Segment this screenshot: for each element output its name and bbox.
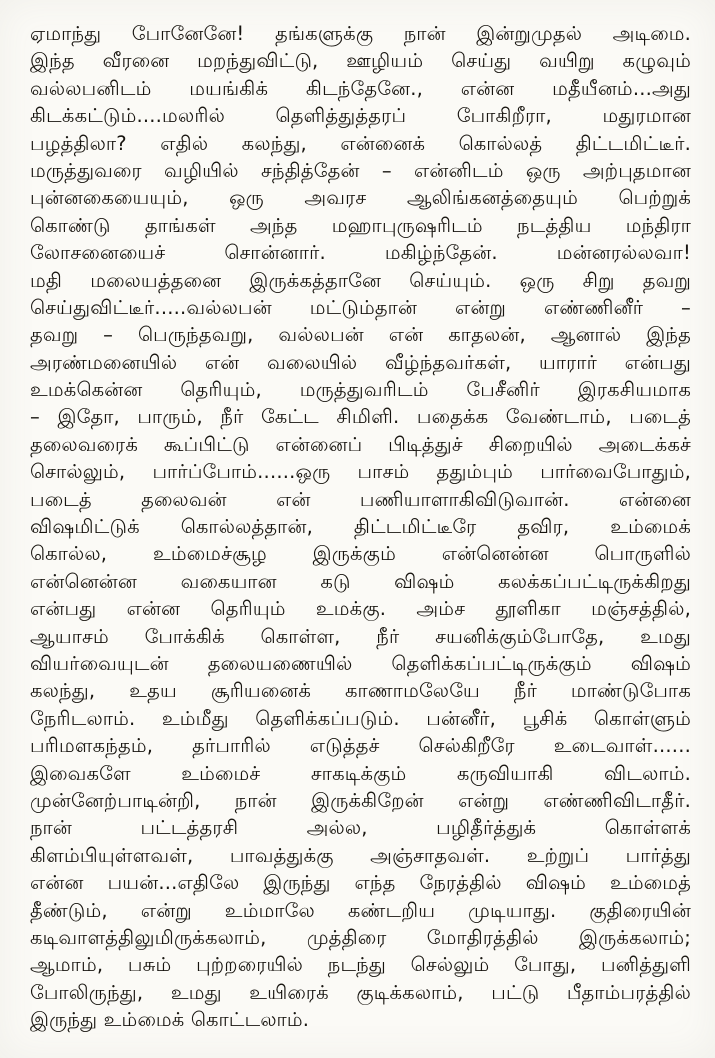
text-line: இவைகளே உம்மைச் சாகடிக்கும் கருவியாகி விடலாம். bbox=[30, 761, 691, 785]
text-line: பழத்திலா? எதில் கலந்து, என்னைக் கொல்லத் திட்டமிட்டீர். bbox=[30, 131, 691, 155]
text-line: பரிமளகந்தம், தர்பாரில் எடுத்தச் செல்கிறீரே உடைவாள்...... bbox=[30, 734, 691, 758]
text-line: இந்த வீரனை மறந்துவிட்டு, ஊழியம் செய்து வயிறு கழுவும் bbox=[30, 49, 691, 73]
text-line: வல்லபனிடம் மயங்கிக் கிடந்தேனே., என்ன மதீயீனம்...அது bbox=[30, 76, 691, 100]
text-line: கலந்து, உதய சூரியனைக் காணாமலேயே நீர் மாண்டுபோக bbox=[30, 679, 691, 703]
text-line: ஏமாந்து போனேனே! தங்களுக்கு நான் இன்றுமுதல் அடிமை. bbox=[30, 22, 691, 45]
text-line: நேரிடலாம். உம்மீது தெளிக்கப்படும். பன்னீர், பூசிக் கொள்ளும் bbox=[30, 706, 691, 730]
text-line: அரண்மனையில் என் வலையில் வீழ்ந்தவர்கள், யாரார் என்பது bbox=[30, 350, 691, 374]
text-line: மதி மலையத்தனை இருக்கத்தானே செய்யும். ஒரு சிறு தவறு bbox=[30, 268, 691, 292]
text-line: மருத்துவரை வழியில் சந்தித்தேன் – என்னிடம் ஒரு அற்புதமான bbox=[30, 158, 691, 182]
text-line: என்பது என்ன தெரியும் உமக்கு. அம்ச தூளிகா மஞ்சத்தில், bbox=[30, 597, 691, 621]
text-line: ஆயாசம் போக்கிக் கொள்ள, நீர் சயனிக்கும்போதே, உமது bbox=[30, 624, 691, 648]
text-line: – இதோ, பாரும், நீர் கேட்ட சிமிளி. பதைக்க வேண்டாம், படைத் bbox=[30, 405, 691, 429]
text-line: கொண்டு தாங்கள் அந்த மஹாபுருஷரிடம் நடத்திய மந்திரா bbox=[30, 213, 691, 237]
text-line: நான் பட்டத்தரசி அல்ல, பழிதீர்த்துக் கொள்ளக் bbox=[30, 816, 691, 840]
text-block bbox=[30, 20, 691, 1033]
text-line: விஷமிட்டுக் கொல்லத்தான், திட்டமிட்டீரே தவிர, உம்மைக் bbox=[30, 515, 691, 539]
text-line: உமக்கென்ன தெரியும், மருத்துவரிடம் பேசீனிர் இரகசியமாக bbox=[30, 378, 691, 402]
text-line: கடிவாளத்திலுமிருக்கலாம், முத்திரை மோதிரத்தில் இருக்கலாம்; bbox=[30, 925, 691, 949]
text-line: லோசனையைச் சொன்னார். மகிழ்ந்தேன். மன்னரல்லவா! bbox=[30, 241, 691, 265]
text-line: கிடக்கட்டும்....மலரில் தெளித்துத்தரப் போகிறீரா, மதுரமான bbox=[30, 104, 691, 128]
text-line: என்ன பயன்...எதிலே இருந்து எந்த நேரத்தில் விஷம் உம்மைத் bbox=[30, 871, 691, 895]
text-line: புன்னகையையும், ஒரு அவரச ஆலிங்கனத்தையும் பெற்றுக் bbox=[30, 186, 691, 210]
text-line: என்னென்ன வகையான கடு விஷம் கலக்கப்பட்டிருக்கிறது bbox=[30, 569, 691, 593]
text-line: கிளம்பியுள்ளவள், பாவத்துக்கு அஞ்சாதவள். உற்றுப் பார்த்து bbox=[30, 843, 691, 867]
text-line: படைத் தலைவன் என் பணியாளாகிவிடுவான். என்னை bbox=[30, 487, 691, 511]
text-line: ஆமாம், பசும் புற்றரையில் நடந்து செல்லும் போது, பனித்துளி bbox=[30, 953, 691, 977]
text-line: சொல்லும், பார்ப்போம்......ஒரு பாசம் ததும்பும் பார்வைபோதும், bbox=[30, 460, 691, 484]
text-line: தவறு – பெருந்தவறு, வல்லபன் என் காதலன், ஆனால் இந்த bbox=[30, 323, 691, 347]
text-line: கொல்ல, உம்மைச்சூழ இருக்கும் என்னென்ன பொருளில் bbox=[30, 542, 691, 566]
text-line: வியர்வையுடன் தலையணையில் தெளிக்கப்பட்டிருக்கும் விஷம் bbox=[30, 651, 691, 675]
text-line: தீண்டும், என்று உம்மாலே கண்டறிய முடியாது. குதிரையின் bbox=[30, 898, 691, 922]
text-line: முன்னேற்பாடின்றி, நான் இருக்கிறேன் என்று எண்ணிவிடாதீர். bbox=[30, 788, 691, 812]
text-line: செய்துவிட்டீர்.....வல்லபன் மட்டும்தான் என்று எண்ணினீர் – bbox=[30, 295, 691, 319]
text-line: இருந்து உம்மைக் கொட்டலாம். bbox=[30, 1008, 310, 1032]
text-line: தலைவரைக் கூப்பிட்டு என்னைப் பிடித்துச் சிறையில் அடைக்கச் bbox=[30, 432, 691, 456]
text-line: போலிருந்து, உமது உயிரைக் குடிக்கலாம், பட்டு பீதாம்பரத்தில் bbox=[30, 980, 691, 1004]
